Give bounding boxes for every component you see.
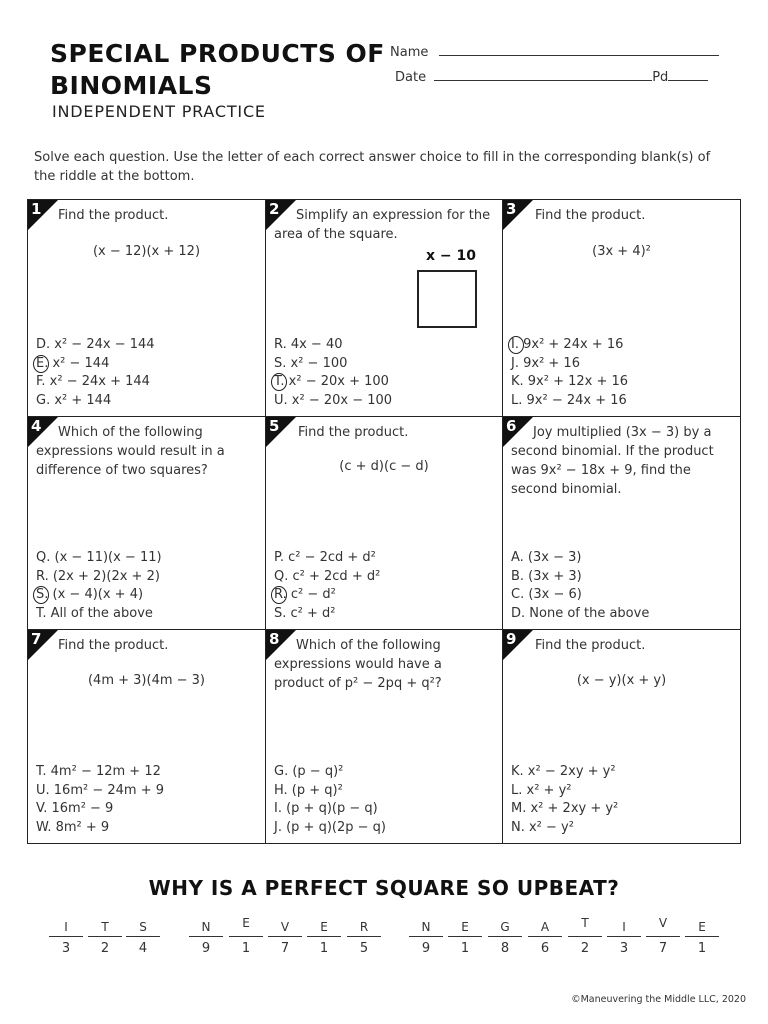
square-side-label: x − 10 [426,248,476,264]
problem-grid [27,199,741,844]
problem-5 [266,417,503,630]
problem-prompt: Find the product. [535,638,646,653]
date-row [395,68,708,85]
problem-9 [503,630,740,843]
problem-expression: (x − y)(x + y) [576,673,667,688]
choice-l[interactable]: L. 9x² − 24x + 16 [511,392,627,408]
problem-number: 1 [31,200,42,218]
problem-expression: (4m + 3)(4m − 3) [87,673,205,688]
blank-number: 5 [359,941,369,956]
riddle-blank[interactable] [307,920,341,956]
page-title [50,38,385,102]
title-line-1: SPECIAL PRODUCTS OF [50,39,385,68]
choice-q[interactable]: Q. (x − 11)(x − 11) [36,550,162,565]
blank-number: 1 [460,941,470,956]
riddle-blank[interactable] [268,920,302,956]
problem-number: 3 [506,200,517,218]
blank-number: 9 [201,941,211,956]
blank-line [126,936,160,937]
blank-letter: E [698,920,706,934]
problem-prompt: Find the product. [298,425,409,440]
name-label: Name [390,45,429,60]
blank-line [88,936,122,937]
choice-p[interactable]: P. c² − 2cd + d² [274,550,376,565]
problem-prompt: Find the product. [535,208,646,223]
choice-t[interactable] [274,373,392,392]
problem-prompt: Joy multiplied (3x − 3) by a second binomial. If the product was 9x² − 18x + 9, find the second binomial. [511,425,714,497]
circle-mark [508,336,524,354]
blank-number: 2 [100,941,110,956]
problem-prompt: Simplify an expression for the area of the square. [274,208,491,242]
choice-c[interactable]: C. (3x − 6) [511,587,582,602]
problem-3 [503,200,740,417]
riddle-blank[interactable] [409,920,443,956]
riddle-blank[interactable] [607,920,641,956]
riddle-blank[interactable] [49,920,83,956]
square-diagram [417,270,477,328]
blank-number: 7 [280,941,290,956]
answer-choices [511,763,618,837]
circle-mark [33,586,49,604]
problem-4 [28,417,266,630]
choice-m[interactable]: M. x² + 2xy + y² [511,801,619,816]
blank-number: 6 [540,941,550,956]
blank-line [448,936,482,937]
choice-b[interactable]: B. (3x + 3) [511,568,582,584]
blank-line [268,936,302,937]
problem-6 [503,417,740,630]
choice-t[interactable]: T. All of the above [36,605,153,621]
blank-line [685,936,719,937]
problem-number: 6 [506,417,517,435]
problem-prompt: Which of the following expressions would have a product of p² − 2pq + q²? [274,638,442,691]
choice-t[interactable]: T. 4m² − 12m + 12 [36,764,161,779]
blank-letter: E [242,916,250,930]
choice-j[interactable]: J. (p + q)(2p − q) [274,819,386,835]
blank-number: 1 [319,941,329,956]
choice-n[interactable]: N. x² − y² [511,819,574,835]
problem-number: 4 [31,417,42,435]
blank-letter: T [581,916,589,930]
circle-mark [271,373,287,391]
title-line-2: BINOMIALS [50,71,213,100]
choice-r[interactable]: R. 4x − 40 [274,337,343,352]
problem-1 [28,200,266,417]
blank-letter: V [280,920,290,934]
choice-s[interactable]: S. c² + d² [274,605,336,621]
answer-choices [36,336,155,410]
riddle-blank[interactable] [488,920,522,956]
answer-choices [274,336,392,410]
problem-expression: (3x + 4)² [592,244,651,259]
choice-a[interactable]: A. (3x − 3) [511,550,582,565]
choice-i[interactable] [511,336,628,355]
answer-choices [36,549,162,623]
page-subtitle: INDEPENDENT PRACTICE [52,102,266,121]
blank-number: 7 [658,941,668,956]
riddle-blank[interactable] [448,920,482,956]
blank-letter: A [540,920,550,934]
blank-line [646,936,680,937]
problem-expression: (c + d)(c − d) [339,459,429,474]
blank-line [568,936,602,937]
riddle-blank[interactable] [568,916,602,956]
problem-number: 5 [269,417,280,435]
circle-mark [33,355,49,373]
blank-number: 2 [580,941,590,956]
choice-q[interactable]: Q. c² + 2cd + d² [274,568,381,584]
choice-k[interactable]: K. x² − 2xy + y² [511,764,616,779]
riddle-blank[interactable] [189,920,223,956]
choice-g[interactable]: G. x² + 144 [36,392,112,408]
blank-line [189,936,223,937]
problem-2 [266,200,503,417]
problem-number: 8 [269,630,280,648]
riddle-blank[interactable] [646,916,680,956]
choice-u[interactable]: U. x² − 20x − 100 [274,392,393,408]
choice-e[interactable] [36,355,155,374]
riddle-blank[interactable] [528,920,562,956]
problem-prompt: Find the product. [58,638,169,653]
choice-d[interactable]: D. None of the above [511,605,650,621]
choice-f[interactable]: F. x² − 24x + 144 [36,374,150,389]
answer-choices [511,549,649,623]
choice-label: E. x² − 144 [36,355,110,371]
answer-choices [274,549,380,623]
choice-i[interactable]: I. (p + q)(p − q) [274,801,378,816]
choice-label: T. x² − 20x + 100 [274,374,389,389]
blank-number: 3 [61,941,71,956]
blank-number: 4 [138,941,148,956]
riddle-blank[interactable] [126,920,160,956]
choice-label: R. c² − d² [274,587,336,602]
choice-v[interactable]: V. 16m² − 9 [36,801,114,816]
riddle-blank[interactable] [685,920,719,956]
blank-letter: R [359,920,369,934]
blank-letter: I [622,920,626,934]
problem-expression: (x − 12)(x + 12) [92,244,201,259]
blank-letter: S [139,920,147,934]
blank-line [528,936,562,937]
blank-line [307,936,341,937]
choice-h[interactable]: H. (p + q)² [274,782,343,798]
blank-letter: E [320,920,328,934]
choice-j[interactable]: J. 9x² + 16 [511,355,580,371]
blank-letter: N [421,920,431,934]
pd-field[interactable] [668,68,708,81]
blank-line [409,936,443,937]
problem-prompt: Which of the following expressions would result in a difference of two squares? [36,425,225,478]
answer-choices [36,763,164,837]
blank-letter: N [201,920,211,934]
choice-d[interactable]: D. x² − 24x − 144 [36,337,155,352]
date-label: Date [395,70,427,85]
choice-label: I. 9x² + 24x + 16 [511,337,624,352]
blank-number: 8 [500,941,510,956]
choice-r[interactable]: R. (2x + 2)(2x + 2) [36,568,160,584]
riddle-blank[interactable] [229,916,263,956]
blank-letter: G [500,920,510,934]
blank-number: 1 [697,941,707,956]
choice-k[interactable]: K. 9x² + 12x + 16 [511,374,629,389]
riddle-question: WHY IS A PERFECT SQUARE SO UPBEAT? [148,876,620,900]
choice-s[interactable]: S. x² − 100 [274,355,348,371]
blank-line [607,936,641,937]
blank-number: 9 [421,941,431,956]
problem-number: 9 [506,630,517,648]
choice-l[interactable]: L. x² + y² [511,782,572,798]
blank-number: 1 [241,941,251,956]
problem-number: 7 [31,630,42,648]
blank-letter: E [461,920,469,934]
answer-choices [274,763,386,837]
choice-label: S. (x − 4)(x + 4) [36,587,144,602]
pd-label: Pd [652,70,669,85]
problem-8 [266,630,503,843]
riddle-blank[interactable] [88,920,122,956]
blank-letter: I [64,920,68,934]
name-row [390,43,719,60]
answer-choices [511,336,628,410]
blank-line [347,936,381,937]
blank-line [488,936,522,937]
circle-mark [271,586,287,604]
date-field[interactable] [434,68,652,81]
blank-letter: T [101,920,109,934]
copyright: ©Maneuvering the Middle LLC, 2020 [571,994,746,1005]
problem-7 [28,630,266,843]
instructions: Solve each question. Use the letter of each correct answer choice to fill in the corresponding blank(s) of the riddle at the bottom. [34,150,711,184]
blank-number: 3 [619,941,629,956]
problem-prompt: Find the product. [58,208,169,223]
name-field[interactable] [439,43,719,56]
blank-line [229,936,263,937]
blank-letter: V [658,916,668,930]
choice-g[interactable]: G. (p − q)² [274,764,344,779]
choice-r[interactable] [274,586,380,605]
blank-line [49,936,83,937]
problem-number: 2 [269,200,280,218]
choice-s[interactable] [36,586,162,605]
choice-w[interactable]: W. 8m² + 9 [36,819,110,835]
riddle-blank[interactable] [347,920,381,956]
choice-u[interactable]: U. 16m² − 24m + 9 [36,782,164,798]
